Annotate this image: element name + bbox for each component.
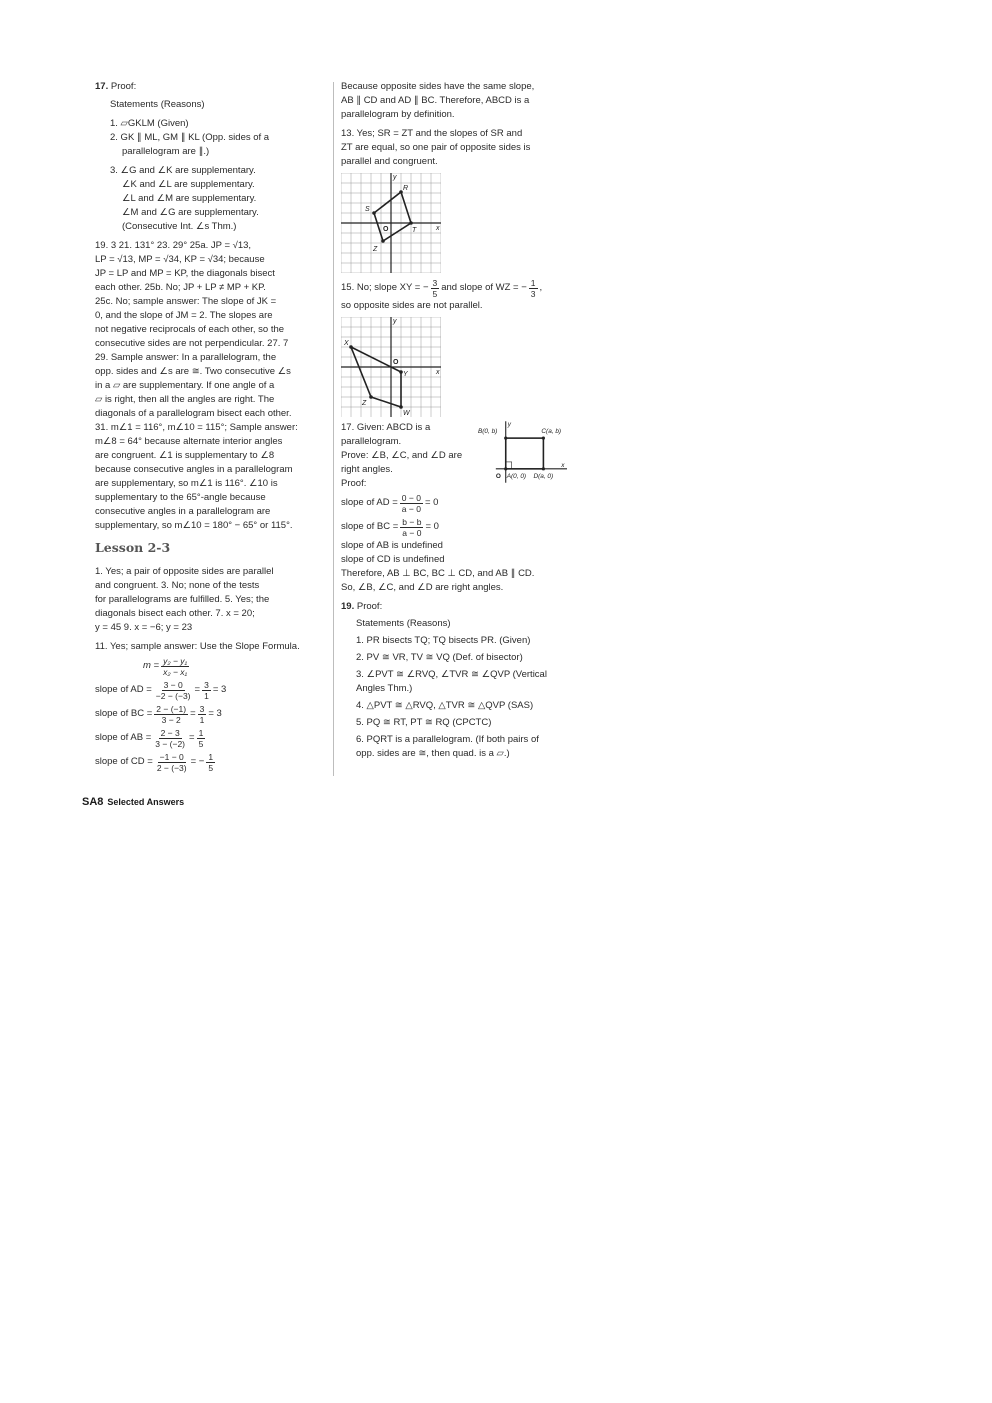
numerator: 2 − 3 — [160, 727, 180, 738]
slope-calculation — [95, 702, 327, 726]
slope-XY-fraction: $\frac{3}{5}$ — [432, 277, 438, 299]
numerator: 2 − (−1) — [156, 703, 187, 714]
equals-sign: = — [190, 708, 196, 719]
origin-label: O — [383, 226, 389, 233]
proof-statement: Angles Thm.) — [356, 683, 413, 694]
slope-label: slope of AD = — [95, 684, 152, 695]
slope-calculation — [341, 515, 567, 539]
equals-sign: = — [194, 684, 201, 695]
slope-label: slope of CD = — [95, 756, 153, 767]
footer-label: Selected Answers — [107, 797, 185, 807]
denominator: 2 − (−3) — [156, 762, 187, 773]
graph-15 — [341, 317, 441, 417]
answers-19-31 — [95, 239, 327, 533]
x-axis-label: x — [561, 461, 565, 469]
statement-2: 2. GK ∥ ML, GM ∥ KL (Opp. sides of a — [110, 132, 270, 143]
proof-statement: 2. PV ≅ VR, TV ≅ VQ (Def. of bisector) — [356, 652, 523, 663]
slope-calculations — [95, 678, 327, 774]
fraction — [400, 517, 423, 538]
slope-calculation — [341, 491, 567, 515]
slope-label: slope of BC = — [341, 521, 399, 532]
denominator: a − 0 — [401, 503, 421, 514]
fraction — [155, 752, 189, 773]
answer-line: slope of AB is undefined — [341, 540, 443, 551]
proof-statement: opp. sides are ≅, then quad. is a ▱.) — [356, 748, 510, 759]
fraction — [153, 728, 187, 749]
rectangle-ABCD — [506, 438, 544, 469]
numerator: 3 — [199, 703, 205, 714]
x-axis-label: x — [436, 369, 440, 376]
answer-line: ▱ is right, then all the angles are right. The — [95, 394, 275, 405]
denominator: −2 − (−3) — [155, 690, 191, 701]
point-A-label: A(0, 0) — [506, 472, 526, 480]
point-D-label: D(a, 0) — [533, 472, 553, 480]
statement-3-line2: ∠K and ∠L are supplementary. — [122, 179, 255, 190]
fraction — [197, 728, 206, 749]
slope-formula: m = $\frac{\text{y₂ − y₁}}{\text{x₂ − x₁}}$ — [143, 655, 188, 677]
answer-line: because consecutive angles in a parallelogram — [95, 464, 293, 475]
origin-label: O — [393, 359, 399, 366]
slope-formula-fraction: $\frac{\text{y₂ − y₁}}{\text{x₂ − x₁}}$ — [163, 655, 188, 677]
answer-line: are supplementary, so m∠1 is 116°. ∠10 is — [95, 478, 278, 489]
exercise-17-heading: 17. Proof: — [95, 81, 137, 92]
slope-label: slope of AD = — [341, 497, 398, 508]
point-Z-label: Z — [373, 246, 378, 253]
answer-line: slope of CD is undefined — [341, 554, 445, 565]
answer-line: 17. Given: ABCD is a — [341, 422, 431, 433]
answer-line: opp. sides and ∠s are ≅. Two consecutive ∠s — [95, 366, 291, 377]
numerator: 1 — [198, 727, 204, 738]
page-code: SA8 — [82, 796, 104, 808]
answer-17-conclusion — [341, 539, 567, 595]
denominator: a − 0 — [402, 527, 422, 538]
numerator: 3 − 0 — [163, 679, 183, 690]
answer-line: JP = LP and MP = KP, the diagonals bisect — [95, 268, 275, 279]
answer-line: Proof: — [341, 478, 367, 489]
answer-line: Therefore, AB ⊥ BC, BC ⊥ CD, and AB ∥ CD. — [341, 568, 535, 579]
origin-label: O — [495, 472, 501, 480]
answer-line: parallelogram. — [341, 436, 402, 447]
slope-calculation — [95, 750, 327, 774]
fraction — [400, 493, 423, 514]
exercise-19-heading: 19. Proof: — [341, 601, 383, 612]
answer-line: consecutive angles in a parallelogram are — [95, 506, 271, 517]
point-B-label: B(0, b) — [477, 428, 498, 436]
answer-line: LP = √13, MP = √34, KP = √34; because — [95, 254, 265, 265]
denominator: 3 − 2 — [161, 714, 181, 725]
graph-17 — [476, 421, 567, 483]
answer-line: y = 45 9. x = −6; y = 23 — [95, 622, 193, 633]
column-divider — [333, 82, 334, 776]
statements-reasons-label: Statements (Reasons) — [356, 618, 451, 629]
answer-17-block — [341, 421, 567, 491]
answer-line: for parallelograms are fulfilled. 5. Yes; the — [95, 594, 270, 605]
answer-17-slopes — [341, 491, 567, 539]
answer-line: are congruent. ∠1 is supplementary to ∠8 — [95, 450, 275, 461]
answer-line: supplementary to the 65°-angle because — [95, 492, 266, 503]
answer-line: 19. 3 21. 131° 23. 29° 25a. JP = √13, — [95, 240, 252, 251]
left-column — [95, 80, 327, 774]
fraction — [198, 704, 207, 725]
proof-statement: 1. PR bisects TQ; TQ bisects PR. (Given) — [356, 635, 531, 646]
point-Z-label: Z — [362, 400, 367, 407]
lesson-heading: Lesson 2-3 — [95, 540, 171, 555]
slope-label: slope of BC = — [95, 708, 153, 719]
equals-sign: = − — [190, 756, 205, 767]
answer-line: m∠8 = 64° because alternate interior angles — [95, 436, 283, 447]
answer-line: So, ∠B, ∠C, and ∠D are right angles. — [341, 582, 504, 593]
answer-11-conclusion — [341, 80, 567, 122]
point-T-label: T — [412, 227, 417, 234]
answer-13 — [341, 127, 567, 169]
fraction — [154, 680, 193, 701]
numerator: 1 — [208, 751, 214, 762]
fraction — [206, 752, 215, 773]
answer-line: 31. m∠1 = 116°, m∠10 = 115°; Sample answer: — [95, 422, 298, 433]
denominator: 5 — [198, 738, 204, 749]
proof-statement: 3. ∠PVT ≅ ∠RVQ, ∠TVR ≅ ∠QVP (Vertical — [356, 669, 547, 680]
y-axis-label: y — [393, 318, 397, 325]
numerator: −1 − 0 — [159, 751, 184, 762]
answer-line: in a ▱ are supplementary. If one angle of a — [95, 380, 275, 391]
answer-line: parallelogram by definition. — [341, 109, 455, 120]
statement-2-cont: parallelogram are ∥.) — [122, 146, 210, 157]
quadrilateral-SRTZ — [374, 192, 411, 241]
answer-line: right angles. — [341, 464, 393, 475]
statement-3-line3: ∠L and ∠M are supplementary. — [122, 193, 257, 204]
point-Y-label: Y — [403, 371, 408, 378]
page-footer — [82, 796, 184, 808]
graph-13 — [341, 173, 441, 273]
statement-3-reason: (Consecutive Int. ∠s Thm.) — [122, 221, 237, 232]
right-column — [341, 80, 567, 761]
answer-line: Prove: ∠B, ∠C, and ∠D are — [341, 450, 463, 461]
exercise-11: 11. Yes; sample answer: Use the Slope Formula. — [95, 641, 300, 652]
point-X-label: X — [344, 340, 349, 347]
result: = 3 — [212, 684, 227, 695]
statement-3: 3. ∠G and ∠K are supplementary. — [110, 165, 256, 176]
result: = 0 — [424, 497, 439, 508]
point-C-label: C(a, b) — [541, 428, 561, 436]
denominator: 1 — [199, 714, 205, 725]
answer-line: 25c. No; sample answer: The slope of JK = — [95, 296, 277, 307]
answer-line: 29. Sample answer: In a parallelogram, the — [95, 352, 277, 363]
statement-1: 1. ▱GKLM (Given) — [110, 118, 189, 129]
equals-sign: = — [189, 732, 195, 743]
answer-line: each other. 25b. No; JP + LP ≠ MP + KP. — [95, 282, 266, 293]
result: = 0 — [425, 521, 439, 532]
denominator: 1 — [204, 690, 209, 701]
point-S-label: S — [365, 206, 370, 213]
answer-line: AB ∥ CD and AD ∥ BC. Therefore, ABCD is a — [341, 95, 530, 106]
answer-line: not negative reciprocals of each other, so the — [95, 324, 285, 335]
x-axis-label: x — [436, 225, 440, 232]
vertex-points — [504, 437, 545, 471]
y-axis-label: y — [393, 174, 397, 181]
answer-line: supplementary, so m∠10 = 180° − 65° or 115°. — [95, 520, 293, 531]
y-axis-label: y — [507, 421, 511, 429]
proof-statement: 5. PQ ≅ RT, PT ≅ RQ (CPCTC) — [356, 717, 492, 728]
answer-line: Because opposite sides have the same slope, — [341, 81, 535, 92]
answer-19-statements — [341, 634, 567, 761]
denominator: 3 − (−2) — [155, 738, 186, 749]
slope-calculation — [95, 678, 327, 702]
answer-line: diagonals of a parallelogram bisect each other. — [95, 408, 292, 419]
slope-WZ-fraction: $\frac{1}{3}$ — [530, 277, 536, 299]
answer-17-given — [341, 421, 476, 491]
point-R-label: R — [403, 185, 409, 192]
answer-line: 0, and the slope of JM = 2. The slopes are — [95, 310, 273, 321]
answer-line: 1. Yes; a pair of opposite sides are parallel — [95, 566, 274, 577]
numerator: 3 — [204, 679, 209, 690]
answers-1-9 — [95, 565, 327, 635]
statements-reasons-label: Statements (Reasons) — [110, 99, 205, 110]
answer-15-cont: so opposite sides are not parallel. — [341, 300, 483, 311]
proof-statement: 6. PQRT is a parallelogram. (If both pairs of — [356, 734, 539, 745]
answer-line: diagonals bisect each other. 7. x = 20; — [95, 608, 255, 619]
slope-calculation — [95, 726, 327, 750]
point-W-label: W — [403, 410, 410, 417]
answer-line: 13. Yes; SR = ZT and the slopes of SR and — [341, 128, 523, 139]
numerator: b − b — [402, 516, 422, 527]
denominator: 5 — [208, 762, 214, 773]
statement-3-line4: ∠M and ∠G are supplementary. — [122, 207, 259, 218]
fraction — [202, 680, 211, 701]
answer-line: and congruent. 3. No; none of the tests — [95, 580, 260, 591]
numerator: 0 − 0 — [401, 492, 421, 503]
answer-line: parallel and congruent. — [341, 156, 438, 167]
slope-label: slope of AB = — [95, 732, 152, 743]
result: = 3 — [208, 708, 222, 719]
fraction — [154, 704, 188, 725]
answer-line: consecutive sides are not perpendicular. 27. 7 — [95, 338, 289, 349]
answer-15: 15. No; slope XY = − $\frac{3}{5}$ and slope of WZ = − $\frac{1}{3}$ , — [341, 277, 543, 299]
answer-line: ZT are equal, so one pair of opposite sides is — [341, 142, 531, 153]
proof-statement: 4. △PVT ≅ △RVQ, △TVR ≅ △QVP (SAS) — [356, 700, 534, 711]
